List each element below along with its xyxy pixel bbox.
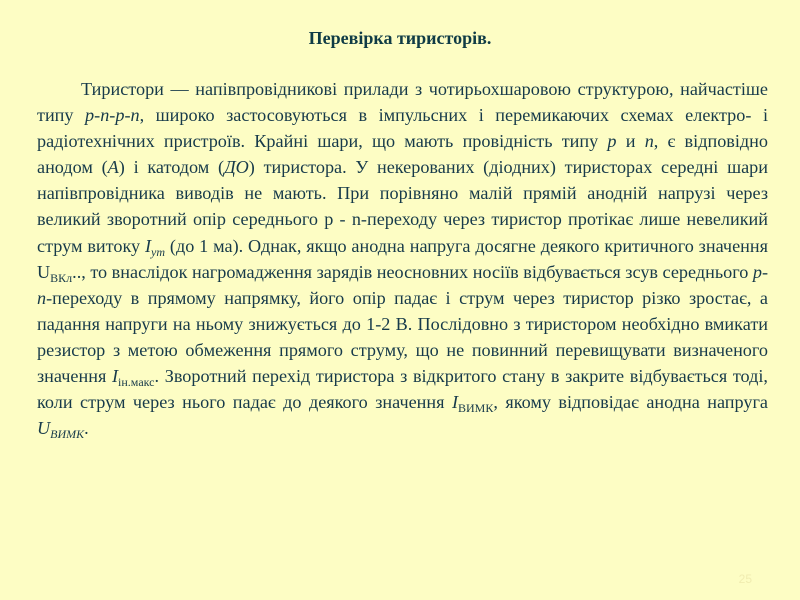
text-segment: . Зворотний перехід тиристора з відкритого стану в закрите відбувається тоді, коли струм через нього падає до деякого значення <box>37 366 768 413</box>
symbol-current: I <box>451 392 459 413</box>
symbol-subscript: ВИМК <box>50 427 85 442</box>
text-term-cathode: ДО <box>224 157 249 178</box>
symbol-subscript: ут <box>151 244 166 259</box>
symbol-subscript: ін.макс <box>118 375 155 390</box>
text-segment: .., то внаслідок нагромадження зарядів неосновних носіїв відбувається зсув середнього <box>72 261 753 282</box>
symbol-subscript: ВИМК <box>458 401 494 416</box>
text-segment: и <box>616 131 645 152</box>
text-term-pn: p-n <box>37 261 769 308</box>
text-term-p: p <box>607 131 617 152</box>
text-term-n: n <box>644 131 654 152</box>
body-paragraph <box>37 76 768 441</box>
text-term-pnpn: p-n-p-n <box>85 105 140 126</box>
text-segment: Тиристори — напівпровідникові прилади з чотирьохшаровою структурою, найчастіше типу <box>37 79 768 126</box>
text-segment: ) і катодом ( <box>118 157 225 178</box>
symbol-subscript: ВКл <box>50 270 73 285</box>
symbol-current: I <box>111 366 119 387</box>
text-segment: , є відповідно анодом ( <box>37 131 769 178</box>
text-term-anode: A <box>107 157 119 178</box>
symbol-voltage: U <box>37 418 51 439</box>
page-number: 25 <box>738 572 752 586</box>
text-segment: -переходу в прямому напрямку, його опір падає і струм через тиристор різко зростає, а падання напруги на ньому знижується до 1-2 В. Послідовно з тиристором необхідно вмикати резистор з метою обмеження прямого струму, що не повинний перевищувати визначеного значення <box>37 287 768 387</box>
text-segment: . <box>84 418 89 439</box>
text-segment: ) тиристора. У некерованих (діодних) тиристорах середні шари напівпровідника виводів не мають. При порівняно малій прямій анодній напрузі через великий зворотний опір середнього p - n-переходу через тиристор протікає лише невеликий струм витоку <box>37 157 768 256</box>
slide-title: Перевірка тиристорів. <box>308 28 492 48</box>
text-segment: , якому відповідає анодна напруга <box>493 392 768 413</box>
symbol-current: I <box>144 235 152 256</box>
text-segment: , широко застосовуються в імпульсних і перемикаючих схемах електро- і радіотехнічних пристроїв. Крайні шари, що мають провідність типу <box>37 105 768 152</box>
text-segment: (до 1 ма). Однак, якщо анодна напруга досягне деякого критичного значення U <box>37 235 768 282</box>
